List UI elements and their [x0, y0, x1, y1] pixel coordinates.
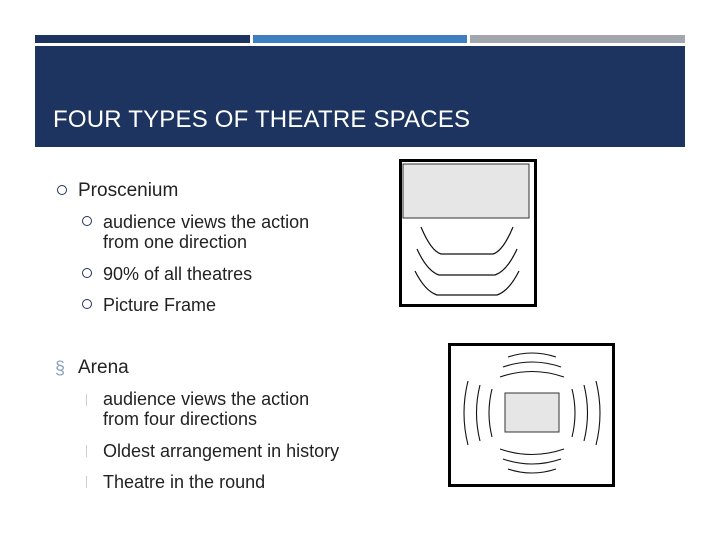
- list-item: audience views the action: [103, 389, 310, 409]
- circle-bullet-icon: [82, 268, 92, 278]
- tick-bullet-icon: [86, 394, 87, 406]
- list-item: Theatre in the round: [103, 472, 266, 492]
- list-item: Picture Frame: [103, 295, 217, 315]
- section-heading-proscenium: Proscenium: [78, 180, 179, 201]
- list-item: audience views the action: [103, 212, 310, 232]
- tick-bullet-icon: [86, 445, 87, 457]
- list-item: Oldest arrangement in history: [103, 441, 340, 461]
- circle-bullet-icon: [82, 299, 92, 309]
- list-item: from four directions: [103, 409, 258, 429]
- tick-bullet-icon: [86, 476, 87, 488]
- circle-bullet-icon: [57, 185, 67, 195]
- arena-stage: [505, 393, 559, 432]
- section-sign-icon: §: [55, 358, 66, 378]
- accent-bar-blue: [253, 35, 467, 43]
- proscenium-diagram: [399, 159, 537, 307]
- circle-bullet-icon: [82, 216, 92, 226]
- accent-bar-gray: [470, 35, 685, 43]
- section-heading-arena: Arena: [78, 357, 129, 378]
- proscenium-stage: [403, 164, 529, 218]
- arena-diagram: [448, 343, 615, 487]
- list-item: 90% of all theatres: [103, 264, 253, 284]
- slide-title: FOUR TYPES OF THEATRE SPACES: [53, 106, 471, 133]
- accent-bar-navy: [35, 35, 250, 43]
- list-item: from one direction: [103, 232, 248, 252]
